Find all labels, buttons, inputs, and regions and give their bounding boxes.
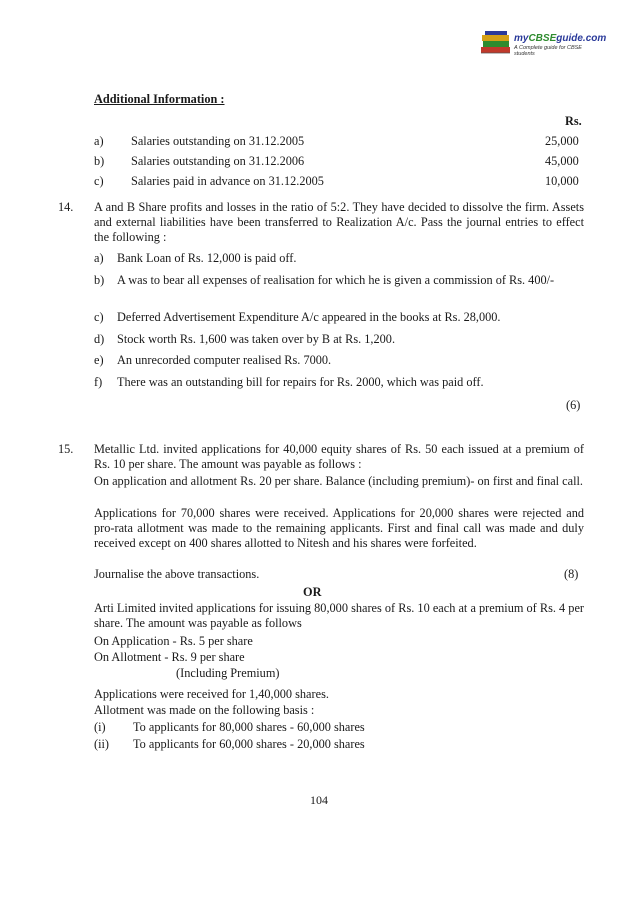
marks: (8) (564, 567, 579, 581)
question-paragraph: Metallic Ltd. invited applications for 40,000 equity shares of Rs. 50 each issued at a premium of Rs. 10 per share. The amount was payable as follows : (94, 442, 584, 471)
question-paragraph: On application and allotment Rs. 20 per share. Balance (including premium)- on first and final call. (94, 474, 583, 488)
marks: (6) (566, 398, 581, 412)
payment-note: (Including Premium) (176, 666, 280, 680)
item-text: Stock worth Rs. 1,600 was taken over by B at Rs. 1,200. (117, 332, 396, 346)
basis-label: (ii) (94, 737, 110, 751)
item-label: e) (94, 353, 104, 367)
page-number: 104 (310, 793, 328, 807)
question-paragraph: Applications for 70,000 shares were received. Applications for 20,000 shares were rejected and pro-rata allotment was made to the remaining applicants. First and final call was made and duly received except on 400 shares allotted to Nitesh and his shares were forfeited. (94, 506, 584, 550)
additional-row-amount: 10,000 (545, 174, 579, 188)
basis-text: To applicants for 80,000 shares - 60,000 shares (133, 720, 365, 734)
additional-row-label: a) (94, 134, 104, 148)
additional-row-text: Salaries outstanding on 31.12.2005 (131, 134, 305, 148)
item-text: Deferred Advertisement Expenditure A/c appeared in the books at Rs. 28,000. (117, 310, 501, 324)
additional-row-label: b) (94, 154, 105, 168)
additional-row-amount: 25,000 (545, 134, 579, 148)
item-text: Bank Loan of Rs. 12,000 is paid off. (117, 251, 297, 265)
books-icon (480, 30, 512, 56)
additional-row-label: c) (94, 174, 104, 188)
logo-wordmark: myCBSEguide.com (514, 33, 607, 44)
item-label: f) (94, 375, 103, 389)
additional-row-text: Salaries paid in advance on 31.12.2005 (131, 174, 324, 188)
item-text: A was to bear all expenses of realisation for which he is given a commission of Rs. 400/- (117, 273, 555, 287)
payment-line: On Allotment - Rs. 9 per share (94, 650, 245, 664)
or-separator: OR (303, 585, 322, 599)
basis-line: Allotment was made on the following basis : (94, 703, 315, 717)
item-label: b) (94, 273, 105, 287)
item-text: An unrecorded computer realised Rs. 7000. (117, 353, 332, 367)
currency-header: Rs. (565, 114, 582, 128)
additional-info-heading: Additional Information : (94, 92, 225, 106)
additional-row-text: Salaries outstanding on 31.12.2006 (131, 154, 305, 168)
question-number: 14. (58, 200, 74, 214)
journalise-instruction: Journalise the above transactions. (94, 567, 260, 581)
question-number: 15. (58, 442, 74, 456)
site-logo (480, 28, 607, 58)
additional-row-amount: 45,000 (545, 154, 579, 168)
logo-tagline: A Complete guide for CBSE students (514, 45, 582, 57)
item-label: c) (94, 310, 104, 324)
payment-line: On Application - Rs. 5 per share (94, 634, 253, 648)
question-intro: A and B Share profits and losses in the ratio of 5:2. They have decided to dissolve the firm. Assets and external liabilities have been transferred to Realization A/c. Pass the journal entries to effect the following : (94, 200, 584, 244)
item-text: There was an outstanding bill for repairs for Rs. 2000, which was paid off. (117, 375, 484, 389)
item-label: d) (94, 332, 105, 346)
basis-label: (i) (94, 720, 106, 734)
received-line: Applications were received for 1,40,000 shares. (94, 687, 329, 701)
question-paragraph: Arti Limited invited applications for issuing 80,000 shares of Rs. 10 each at a premium of Rs. 4 per share. The amount was payable as follows (94, 601, 584, 630)
basis-text: To applicants for 60,000 shares - 20,000 shares (133, 737, 365, 751)
item-label: a) (94, 251, 104, 265)
